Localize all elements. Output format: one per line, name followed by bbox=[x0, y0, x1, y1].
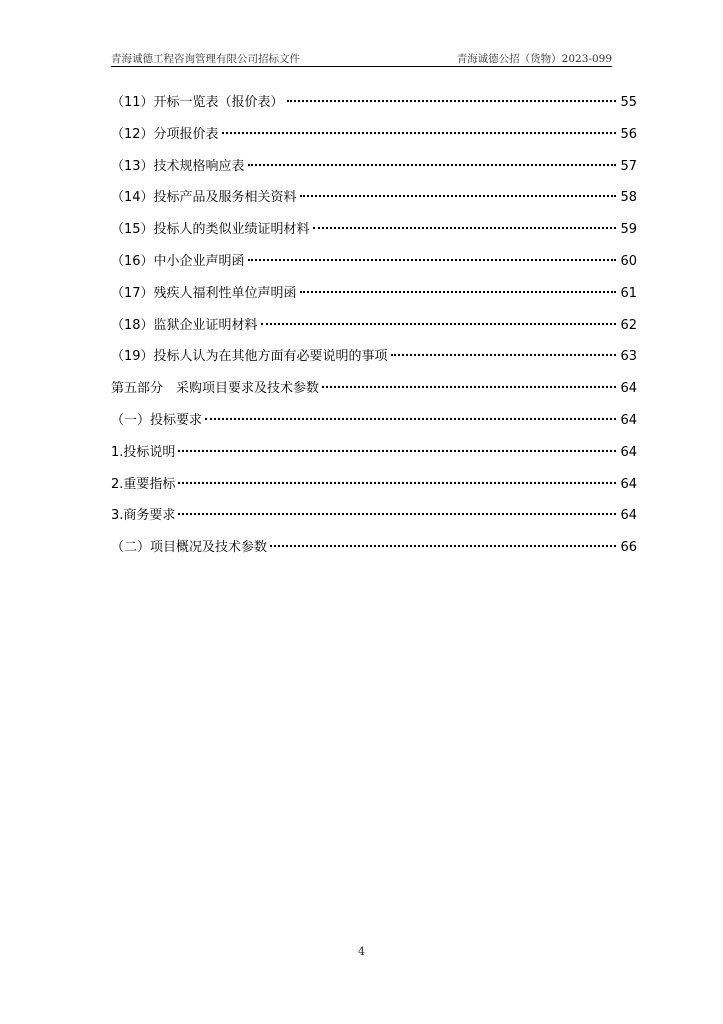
toc-entry-page: 63 bbox=[620, 349, 637, 365]
toc-entry-page: 56 bbox=[620, 126, 637, 142]
toc-entry-page: 59 bbox=[620, 222, 637, 238]
toc-entry-title: （一）投标要求 bbox=[111, 412, 203, 428]
toc-entry-title: （17）残疾人福利性单位声明函 bbox=[111, 285, 297, 301]
toc-entry-title: （19）投标人认为在其他方面有必要说明的事项 bbox=[111, 349, 388, 365]
toc-entry-title: （16）中小企业声明函 bbox=[111, 253, 245, 269]
toc-entry-title: （13）技术规格响应表 bbox=[111, 158, 245, 174]
toc-dot-leader bbox=[391, 353, 616, 356]
toc-dot-leader bbox=[222, 131, 616, 134]
toc-entry-title: 1.投标说明 bbox=[111, 444, 176, 460]
toc-dot-leader bbox=[178, 481, 616, 484]
toc-entry[interactable] bbox=[111, 188, 637, 220]
toc-dot-leader bbox=[205, 417, 616, 420]
toc-entry-title: 第五部分 采购项目要求及技术参数 bbox=[111, 381, 320, 397]
toc-dot-leader bbox=[313, 226, 616, 229]
toc-dot-leader bbox=[178, 449, 616, 452]
toc-entry-page: 61 bbox=[620, 285, 637, 301]
toc-dot-leader bbox=[300, 290, 616, 293]
toc-entry[interactable] bbox=[111, 220, 637, 252]
toc-entry[interactable] bbox=[111, 252, 637, 284]
toc-entry-page: 64 bbox=[620, 476, 637, 492]
toc-entry[interactable] bbox=[111, 443, 637, 475]
toc-entry-title: 3.商务要求 bbox=[111, 508, 176, 524]
toc-entry-title: （15）投标人的类似业绩证明材料 bbox=[111, 222, 310, 238]
toc-dot-leader bbox=[300, 194, 616, 197]
toc-entry-page: 55 bbox=[620, 95, 637, 110]
toc-entry-page: 66 bbox=[620, 540, 637, 556]
toc-dot-leader bbox=[248, 258, 616, 261]
toc-entry[interactable] bbox=[111, 538, 637, 570]
toc-entry[interactable] bbox=[111, 411, 637, 443]
toc-entry-page: 64 bbox=[620, 508, 637, 524]
toc-entry-page: 64 bbox=[620, 444, 637, 460]
toc-dot-leader bbox=[248, 163, 616, 166]
toc-entry-page: 64 bbox=[620, 381, 637, 397]
header-document-number: 青海诚德公招（货物）2023-099 bbox=[456, 53, 612, 65]
header-company: 青海诚德工程咨询管理有限公司招标文件 bbox=[111, 53, 300, 65]
toc-entry-page: 58 bbox=[620, 190, 637, 206]
toc-entry[interactable] bbox=[111, 125, 637, 157]
toc-entry[interactable] bbox=[111, 284, 637, 316]
toc-entry[interactable] bbox=[111, 506, 637, 538]
table-of-contents bbox=[111, 93, 637, 570]
toc-dot-leader bbox=[270, 544, 616, 547]
toc-dot-leader bbox=[178, 512, 616, 515]
toc-dot-leader bbox=[322, 385, 616, 388]
toc-entry-page: 60 bbox=[620, 253, 637, 269]
toc-entry-title: （12）分项报价表 bbox=[111, 126, 219, 142]
toc-entry-title: （二）项目概况及技术参数 bbox=[111, 540, 268, 556]
toc-entry-title: （11）开标一览表（报价表） bbox=[111, 95, 284, 110]
toc-dot-leader bbox=[287, 99, 616, 102]
toc-entry[interactable] bbox=[111, 347, 637, 379]
toc-entry[interactable] bbox=[111, 316, 637, 348]
page-header bbox=[111, 50, 612, 67]
page-number: 4 bbox=[358, 945, 365, 958]
toc-entry-title: （14）投标产品及服务相关资料 bbox=[111, 190, 297, 206]
toc-entry-page: 57 bbox=[620, 158, 637, 174]
toc-entry-page: 64 bbox=[620, 412, 637, 428]
toc-entry-title: （18）监狱企业证明材料 bbox=[111, 317, 258, 333]
toc-dot-leader bbox=[261, 322, 616, 325]
toc-entry[interactable] bbox=[111, 157, 637, 189]
toc-entry[interactable] bbox=[111, 93, 637, 125]
toc-entry[interactable] bbox=[111, 379, 637, 411]
toc-entry[interactable] bbox=[111, 475, 637, 507]
toc-entry-title: 2.重要指标 bbox=[111, 476, 176, 492]
toc-entry-page: 62 bbox=[620, 317, 637, 333]
